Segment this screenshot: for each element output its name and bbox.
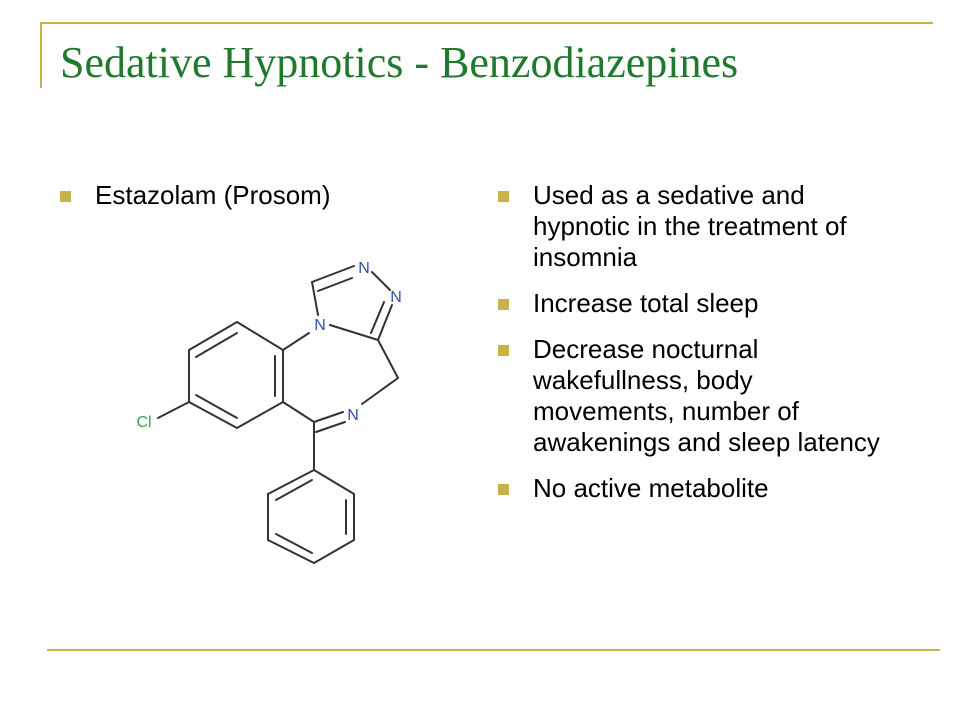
- atom-label-n-top: N: [358, 260, 370, 277]
- bullet-item: [498, 473, 898, 504]
- atom-label-n-bridge: N: [314, 317, 326, 334]
- bond-double: [316, 422, 345, 432]
- bond-double: [318, 278, 352, 291]
- bottom-rule: [47, 649, 940, 651]
- bond: [314, 412, 343, 422]
- bond: [378, 340, 398, 378]
- slide-title: Sedative Hypnotics - Benzodiazepines: [60, 38, 739, 87]
- atom-label-n-right: N: [390, 289, 402, 306]
- bond: [314, 470, 354, 494]
- bullet-text: Increase total sleep: [533, 288, 759, 318]
- bullet-item: [498, 180, 898, 273]
- bullet-square-icon: [498, 191, 509, 202]
- bond-double: [196, 333, 237, 357]
- bullet-square-icon: [60, 191, 71, 202]
- bullet-item: [498, 288, 898, 319]
- bond: [237, 322, 283, 350]
- bond: [372, 272, 390, 290]
- bond-double: [196, 395, 237, 418]
- bullet-text: Estazolam (Prosom): [95, 180, 331, 210]
- bond: [312, 282, 318, 315]
- bullet-text: Used as a sedative and hypnotic in the treatment of insomnia: [533, 180, 847, 272]
- bullet-square-icon: [498, 484, 509, 495]
- bond: [362, 378, 398, 404]
- bond: [189, 322, 237, 350]
- atom-label-cl: Cl: [136, 414, 152, 431]
- bullet-item: [60, 180, 440, 211]
- bond-double: [276, 480, 312, 500]
- left-rule: [40, 22, 42, 88]
- bond: [158, 402, 189, 418]
- bullet-item: [498, 334, 898, 458]
- left-bullet-list: [60, 180, 440, 211]
- bond: [283, 402, 314, 422]
- bond: [283, 333, 309, 350]
- estazolam-structure: [120, 250, 402, 580]
- top-rule: [40, 22, 933, 24]
- right-bullet-list: [498, 180, 898, 519]
- bullet-square-icon: [498, 345, 509, 356]
- bond: [237, 402, 283, 428]
- bullet-text: Decrease nocturnal wakefullness, body movements, number of awakenings and sleep latency: [533, 334, 880, 457]
- bond-double: [276, 534, 312, 553]
- bullet-square-icon: [498, 299, 509, 310]
- bond: [314, 540, 354, 563]
- atom-label-n-imine: N: [347, 407, 359, 424]
- bullet-text: No active metabolite: [533, 473, 769, 503]
